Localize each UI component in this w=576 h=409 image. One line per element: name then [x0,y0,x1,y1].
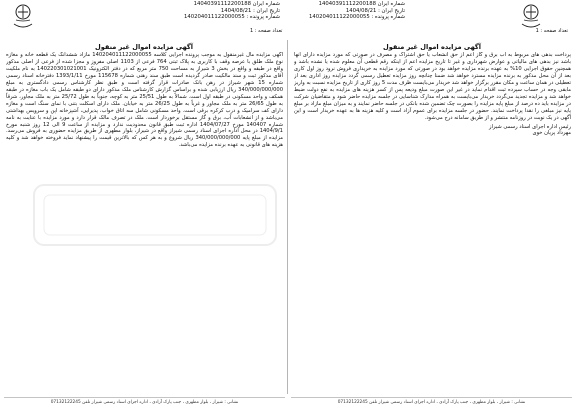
right-number-line: شماره ایران 14040391112200188 [318,1,405,7]
left-page-count: تعداد صفحه : 1 [250,28,283,34]
left-header-meta [170,1,280,21]
left-date-line: تاریخ ایران : 1404/08/21 [220,7,280,14]
right-signature: رئیس اداره اجرای اسناد رسمی شیراز مهرداد پریان خوی [489,123,571,137]
column-divider [287,40,288,394]
right-header-meta [295,1,405,21]
emblem-icon [516,2,546,30]
stamp-watermark [30,175,280,255]
right-body [294,52,571,288]
right-footer: نشانی : شیراز ، بلوار مطهری ، جنب پارک آزادی ، اداره اجرای اسناد رسمی شیراز تلفن 07132122245 [291,397,572,407]
left-footer: نشانی : شیراز ، بلوار مطهری ، جنب پارک آزادی ، اداره اجرای اسناد رسمی شیراز تلفن 07132122245 [4,397,285,407]
emblem-icon [8,2,38,30]
right-page-title: آگهی مزایده اموال غیر منقول [382,43,482,51]
left-number-line: شماره ایران 14040391112200188 [193,1,280,7]
left-page-title: آگهی مزایده اموال غیر منقول [94,43,194,51]
left-body-text: آگهی مزایده مال غیرمنقول به موجب پرونده اجرایی کلاسه 140204011122000055 مازاد ششدانگ یک قطعه خانه و مغازه نوع ملک طلق با عرصه وقف با کاربری به پلاک ثبتی 764 فرعی از 1103 اصلی مفروز و مجزا شده از فرعی از اصلی مذکور واقع در طبقه و واقع در بخش 3 شیراز به مساحت 750 متر مربع که در دفتر الکترونیک 140220301021001 به نام ملکیت آقای مذکور ثبت و سند مالکیت صادر گردیده است طبق سند رهنی شماره 115678 مورخ 1393/1/11 دفترخانه اسناد رسمی شماره 15 شهر شیراز در رهن بانک صادرات قرار گرفته است و طبق نظر کارشناس رسمی دادگستری به مبلغ 340/000/000/000 ریال ارزیابی شده و براساس گزارش کارشناس ملک مذکور دارای دو طبقه شامل یک باب مغازه در طبقه همکف و واحد مسکونی در طبقه اول است. شمالاً به طول 25/51 متر به کوچه، جنوباً به طول 25/72 متر به ملک مجاور، شرقاً به طول 26/65 متر به ملک مجاور و غرباً به طول 26/25 متر به خیابان. ملک دارای اسکلت بتنی با نمای سنگ است و مغازه دارای کف سرامیک و درب کرکره برقی است. واحد مسکونی شامل سه اتاق خواب، پذیرایی، آشپزخانه اپن و سرویس بهداشتی می‌باشد و از انشعابات آب، برق و گاز مستقل برخوردار است. ملک در تصرف مالک قرار دارد و مورد مزایده با عنایت به نامه شماره 140407 مورخ 1404/07/27 اداره ثبت طبق قانون محدودیت ندارد و مزایده از ساعت 9 الی 12 روز شنبه مورخ 1404/9/1 در محل اداره اجرای اسناد رسمی شیراز واقع در شیراز، بلوار مطهری از طریق مزایده حضوری به فروش می‌رسد. مزایده از مبلغ پایه 340/000/000/000 ریال شروع و به هر کس که بالاترین قیمت را پیشنهاد نماید فروخته خواهد شد و کلیه هزینه های قانونی به عهده برنده مزایده می‌باشد. [6,52,283,149]
left-letter-line: شماره پرونده : 140204011122000055 [184,14,280,21]
left-header [0,0,285,34]
right-date-line: تاریخ ایران : 1404/08/21 [345,7,405,14]
right-page-count: تعداد صفحه : 1 [535,28,568,34]
right-header [291,0,576,34]
right-body-text: پرداخت بدهی های مربوط به آب برق و گاز اعم از حق انشعاب یا حق اشتراک و مصرف در صورتی که مورد مزایده دارای آنها باشد نیز بدهی های مالیاتی و عوارض شهرداری و غیر تا تاریخ مزایده اعم از اینکه رقم قطعی آن معلوم شده یا نشده باشد و همچنین حقوق اجرایی 10% به عهده برنده مزایده خواهد بود در صورتی که مورد مزایده به خریداری فروش نرود روز اول کاری بعد از آن محل مذکور به برنده مزایده مسترد خواهد شد ضمنا چنانچه روز مزایده تعطیل رسمی گردد مزایده روز اداری بعد از تعطیلی در همان ساعت و مکان مقرر برگزار خواهد شد خریدار می‌بایست ظرف مدت 5 روز کاری از تاریخ مزایده نسبت به واریز مابقی وجه در حساب سپرده ثبت اقدام نماید در غیر این صورت مبلغ ودیعه پس از کسر هزینه های مزایده به نفع دولت ضبط خواهد شد و مزایده تجدید می‌گردد خریدار می‌بایست به همراه مدارک شناسایی در جلسه مزایده حاضر شود و متقاضیان شرکت در مزایده باید ده درصد از مبلغ پایه مزایده را بصورت چک تضمین شده بانکی در جلسه حاضر نمایند و به میزان مبلغ مازاد بر مبلغ پایه نیز مبلغی را نقدا پرداخت نمایند. حضور در جلسه مزایده برای عموم آزاد است و کلیه هزینه ها به عهده خریدار است و این آگهی در یک نوبت در روزنامه منتشر و از طریق سامانه درج می‌شود. [294,52,571,121]
right-letter-line: شماره پرونده : 140204011122000055 [309,14,405,21]
